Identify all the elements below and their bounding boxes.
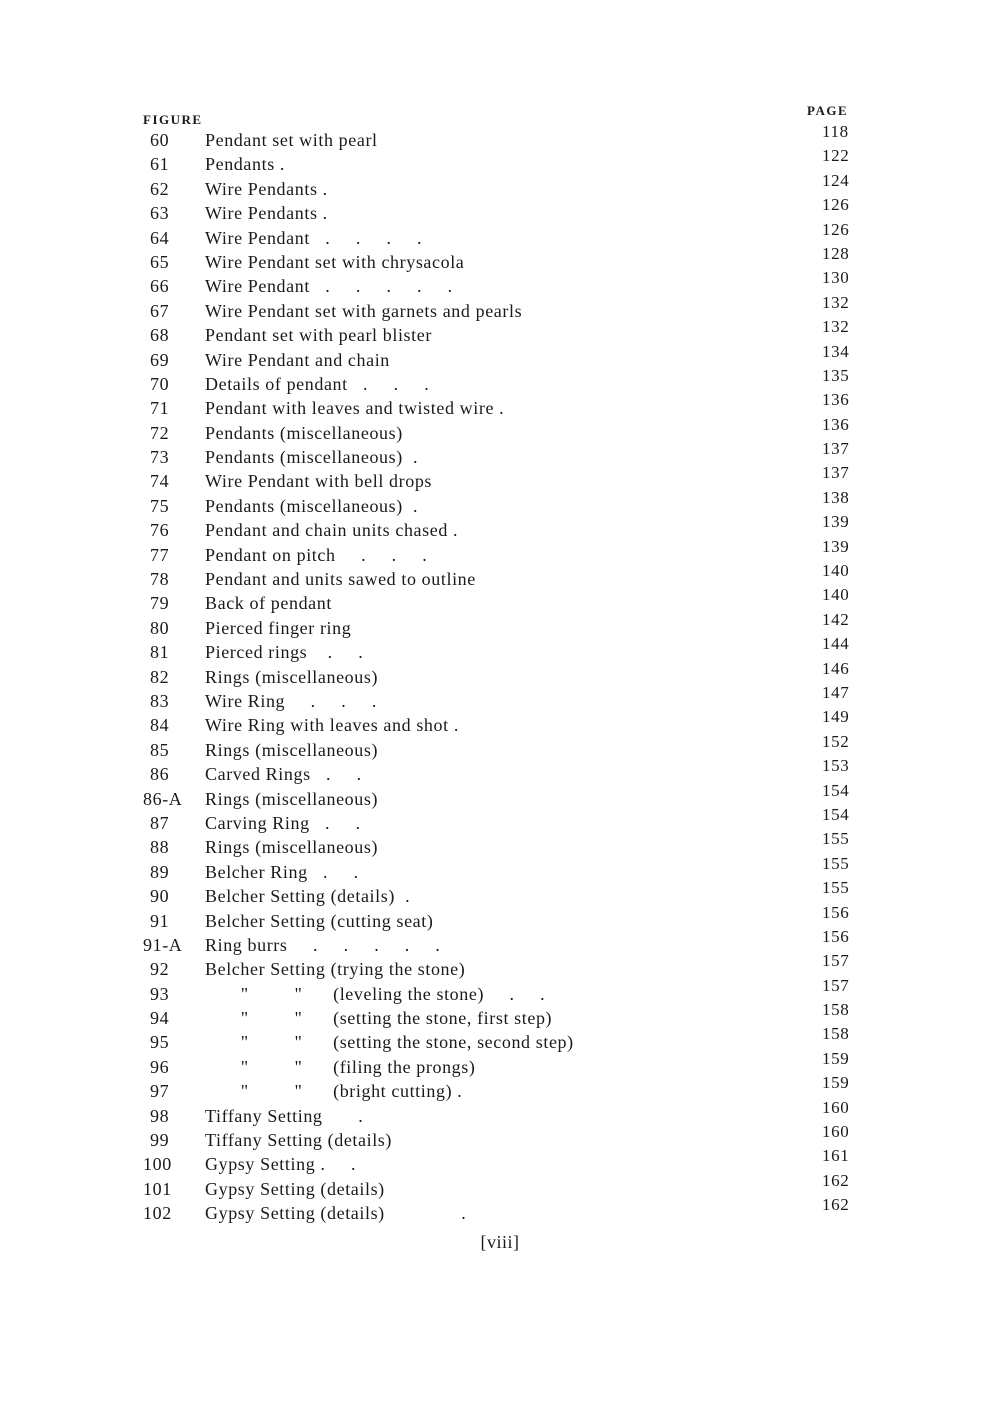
figure-title: Wire Pendant . . . .: [205, 227, 423, 248]
list-item: [0, 609, 1000, 640]
figure-number: 76: [150, 520, 170, 541]
page-number: 159: [822, 1048, 850, 1068]
list-item: [0, 1097, 1000, 1128]
figure-number: 80: [150, 617, 170, 638]
page-number: 144: [822, 634, 850, 654]
list-item: [0, 731, 1000, 762]
page-number: 149: [822, 707, 850, 727]
list-item: [0, 268, 1000, 298]
figure-title: Pendants .: [205, 154, 285, 175]
figure-number: 81: [150, 642, 170, 663]
figure-title: Back of pendant: [205, 593, 332, 614]
list-item: [0, 390, 1000, 420]
figure-number: 83: [150, 690, 170, 711]
list-item: [0, 926, 1000, 957]
figure-title: Tiffany Setting .: [205, 1105, 364, 1126]
list-item: [0, 1073, 1000, 1103]
figure-title: Carving Ring . .: [205, 812, 361, 833]
list-item: [0, 122, 1000, 152]
figure-title: Pendant and units sawed to outline: [205, 569, 476, 590]
page-number: 132: [822, 317, 850, 337]
list-item: [0, 658, 1000, 689]
figure-title: Pendant and chain units chased .: [205, 520, 459, 541]
figure-title: Rings (miscellaneous): [205, 739, 379, 760]
figure-title: Wire Pendant . . . . .: [205, 276, 453, 297]
figure-number: 97: [150, 1081, 170, 1102]
figure-title: Wire Ring with leaves and shot .: [205, 715, 459, 736]
list-item: [0, 146, 1000, 176]
page-number: 162: [822, 1195, 850, 1215]
page-number: 139: [822, 512, 850, 532]
list-item: [0, 585, 1000, 615]
page-number: 156: [822, 902, 850, 922]
figure-title: Gypsy Setting (details): [205, 1178, 385, 1199]
list-item: [0, 365, 1000, 396]
page-number: 126: [822, 219, 850, 239]
figure-title: " " (filing the prongs): [205, 1056, 476, 1077]
page-number: 157: [822, 951, 850, 971]
figure-title: Ring burrs . . . . .: [205, 934, 441, 955]
figure-title: Rings (miscellaneous): [205, 666, 379, 687]
figure-title: Wire Pendants .: [205, 203, 328, 224]
figure-number: 85: [150, 739, 170, 760]
page-number: 136: [822, 390, 850, 410]
page-number: 118: [822, 122, 849, 141]
page-number: 146: [822, 658, 850, 678]
figure-title: Wire Pendant and chain: [205, 349, 390, 370]
page-number: 137: [822, 439, 850, 459]
figure-title: Gypsy Setting (details) .: [205, 1203, 467, 1224]
figure-number: 69: [150, 349, 170, 370]
figure-title: " " (setting the stone, first step): [205, 1008, 553, 1029]
page-number: 135: [822, 365, 850, 385]
figure-number: 82: [150, 666, 170, 687]
figure-title: Pierced rings . .: [205, 642, 364, 663]
list-item: [0, 975, 1000, 1006]
figure-number: 66: [150, 276, 170, 297]
page-number: 154: [822, 804, 850, 824]
list-item: [0, 219, 1000, 250]
figure-title: Carved Rings . .: [205, 764, 362, 785]
list-item: [0, 902, 1000, 933]
figure-number: 60: [150, 130, 170, 150]
page-number: 156: [822, 926, 850, 946]
list-item: [0, 561, 1000, 591]
figure-title: Pierced finger ring: [205, 617, 352, 638]
list-item: [0, 853, 1000, 884]
figure-number: 87: [150, 812, 170, 833]
figure-title: Wire Ring . . .: [205, 690, 377, 711]
figure-column-header: FIGURE: [143, 112, 203, 127]
page-number: 157: [822, 975, 850, 995]
list-item: [0, 414, 1000, 445]
list-item: [0, 878, 1000, 908]
figure-title: Belcher Setting (cutting seat): [205, 910, 434, 931]
list-item: [0, 292, 1000, 323]
figure-title: Pendants (miscellaneous) .: [205, 447, 419, 468]
list-item: [0, 243, 1000, 274]
figure-number: 89: [150, 861, 170, 882]
page-number: 140: [822, 585, 850, 605]
page-folio: [viii]: [480, 1232, 520, 1252]
figure-number: 74: [150, 471, 170, 492]
page-number: 126: [822, 195, 850, 215]
figure-number: 68: [150, 325, 170, 346]
figure-number: 99: [150, 1130, 170, 1151]
list-item: [0, 1170, 1000, 1201]
list-item: [0, 1048, 1000, 1079]
page-number: 138: [822, 487, 850, 507]
figure-number: 91: [150, 910, 170, 931]
figure-number: 88: [150, 837, 170, 858]
list-item: [0, 707, 1000, 737]
list-item: [0, 487, 1000, 518]
figure-number: 91-A: [143, 934, 183, 955]
list-item: [0, 1122, 1000, 1152]
figure-title: Pendants (miscellaneous): [205, 422, 403, 443]
figure-number: 63: [150, 203, 170, 224]
figure-number: 98: [150, 1105, 170, 1126]
figure-number: 100: [143, 1154, 172, 1175]
page-number: 155: [822, 878, 850, 898]
figure-number: 71: [150, 398, 170, 419]
page-number: 155: [822, 829, 850, 849]
figure-title: Wire Pendant set with chrysacola: [205, 251, 465, 272]
figure-number: 73: [150, 447, 170, 468]
figure-number: 65: [150, 251, 170, 272]
figure-title: Pendant set with pearl blister: [205, 325, 432, 346]
list-item: [0, 195, 1000, 225]
list-item: [0, 1146, 1000, 1176]
page-number: 124: [822, 170, 850, 190]
figure-number: 86: [150, 764, 170, 785]
list-item: [0, 682, 1000, 713]
figure-number: 62: [150, 178, 170, 199]
page-number: 160: [822, 1122, 850, 1142]
figure-number: 61: [150, 154, 170, 175]
list-item: [0, 170, 1000, 201]
figure-number: 92: [150, 959, 170, 980]
list-item: [0, 634, 1000, 664]
list-item: [0, 1000, 1000, 1030]
figure-title: " " (bright cutting) .: [205, 1081, 463, 1102]
list-item: [0, 1195, 1000, 1225]
figure-number: 94: [150, 1008, 170, 1029]
figure-title: " " (setting the stone, second step): [205, 1032, 574, 1053]
figure-number: 67: [150, 300, 170, 321]
list-item: [0, 317, 1000, 347]
figure-number: 101: [143, 1178, 172, 1199]
figure-number: 93: [150, 983, 170, 1004]
list-item: [0, 829, 1000, 859]
page-number: 158: [822, 1024, 850, 1044]
figure-title: Rings (miscellaneous): [205, 837, 379, 858]
figure-title: Tiffany Setting (details): [205, 1130, 392, 1151]
list-item: [0, 804, 1000, 835]
figure-number: 64: [150, 227, 170, 248]
figure-title: Belcher Ring . .: [205, 861, 359, 882]
page-number: 158: [822, 1000, 850, 1020]
figure-list: [0, 122, 1000, 1226]
figure-number: 102: [143, 1203, 172, 1224]
figure-title: Details of pendant . . .: [205, 373, 430, 394]
figure-number: 86-A: [143, 788, 183, 809]
page-number: 147: [822, 682, 850, 702]
page-number: 140: [822, 561, 850, 581]
list-item: [0, 439, 1000, 469]
figure-title: Belcher Setting (details) .: [205, 886, 411, 907]
list-item: [0, 463, 1000, 493]
figure-number: 90: [150, 886, 170, 907]
figure-title: Pendant with leaves and twisted wire .: [205, 398, 505, 419]
list-item: [0, 536, 1000, 567]
figure-title: Wire Pendants .: [205, 178, 328, 199]
page-number: 155: [822, 853, 850, 873]
figure-title: Wire Pendant with bell drops: [205, 471, 433, 492]
list-item: [0, 756, 1000, 786]
list-item: [0, 1024, 1000, 1054]
list-item: [0, 951, 1000, 981]
page-number: 122: [822, 146, 850, 166]
list-item: [0, 780, 1000, 811]
figure-number: 77: [150, 544, 170, 565]
page-number: 159: [822, 1073, 850, 1093]
figure-number: 96: [150, 1056, 170, 1077]
figure-title: Pendants (miscellaneous) .: [205, 495, 419, 516]
figure-number: 78: [150, 569, 170, 590]
page-number: 154: [822, 780, 850, 800]
figure-title: Belcher Setting (trying the stone): [205, 959, 466, 980]
figure-number: 75: [150, 495, 170, 516]
page-number: 162: [822, 1170, 850, 1190]
page-number: 132: [822, 292, 850, 312]
page-number: 136: [822, 414, 850, 434]
page-number: 128: [822, 243, 850, 263]
list-item: [0, 512, 1000, 542]
figure-title: Wire Pendant set with garnets and pearls: [205, 300, 523, 321]
figure-title: Pendant on pitch . . .: [205, 544, 428, 565]
page-number: 153: [822, 756, 850, 776]
page-number: 161: [822, 1146, 850, 1166]
page-number: 160: [822, 1097, 850, 1117]
figure-number: 70: [150, 373, 170, 394]
page-column-header: PAGE: [807, 103, 849, 118]
list-item: [0, 341, 1000, 372]
page-number: 139: [822, 536, 850, 556]
figure-number: 95: [150, 1032, 170, 1053]
figure-title: Gypsy Setting . .: [205, 1154, 357, 1175]
page-number: 130: [822, 268, 850, 288]
figure-number: 72: [150, 422, 170, 443]
figure-title: Pendant set with pearl: [205, 130, 378, 150]
page-number: 137: [822, 463, 850, 483]
figure-title: Rings (miscellaneous): [205, 788, 379, 809]
page-number: 152: [822, 731, 850, 751]
page-number: 134: [822, 341, 850, 361]
figure-number: 79: [150, 593, 170, 614]
figure-title: " " (leveling the stone) . .: [205, 983, 546, 1004]
page-number: 142: [822, 609, 850, 629]
figure-number: 84: [150, 715, 170, 736]
